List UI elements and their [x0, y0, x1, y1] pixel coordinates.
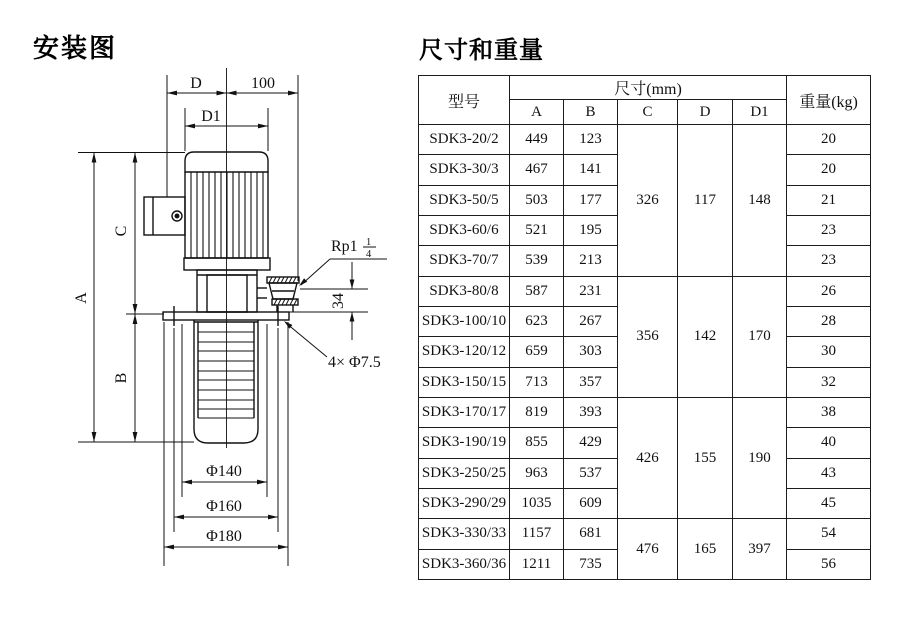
- model-cell: SDK3-30/3: [419, 155, 510, 185]
- dim-a-cell: 587: [510, 276, 564, 306]
- weight-column-header: 重量(kg): [787, 76, 871, 125]
- model-cell: SDK3-150/15: [419, 367, 510, 397]
- dim-a-cell: 1211: [510, 549, 564, 579]
- weight-cell: 54: [787, 519, 871, 549]
- thread-label-numerator: 1: [366, 237, 372, 248]
- subcol-header: D: [678, 100, 733, 125]
- dim-a-cell: 659: [510, 337, 564, 367]
- dim-b-cell: 537: [564, 458, 618, 488]
- dim-d-cell: 117: [678, 125, 733, 277]
- dim-a-cell: 521: [510, 215, 564, 245]
- dim-d1-cell: 190: [733, 397, 787, 518]
- dim-a-cell: 855: [510, 428, 564, 458]
- weight-cell: 43: [787, 458, 871, 488]
- weight-cell: 20: [787, 125, 871, 155]
- dim-b-cell: 303: [564, 337, 618, 367]
- dim-b-cell: 213: [564, 246, 618, 276]
- dim-d1-cell: 397: [733, 519, 787, 580]
- dim-label-phi160: Φ160: [206, 498, 242, 515]
- dim-a-cell: 819: [510, 397, 564, 427]
- dimensions-table: [418, 75, 871, 580]
- table-row: [419, 397, 871, 427]
- subcol-header: A: [510, 100, 564, 125]
- dim-label-c: C: [113, 225, 130, 237]
- dim-c-cell: 426: [618, 397, 678, 518]
- dim-a-cell: 623: [510, 306, 564, 336]
- dim-b-cell: 429: [564, 428, 618, 458]
- dim-b-cell: 735: [564, 549, 618, 579]
- weight-cell: 23: [787, 215, 871, 245]
- dim-b-cell: 123: [564, 125, 618, 155]
- junction-box: [144, 197, 185, 235]
- thread-label-prefix: Rp1: [331, 238, 358, 255]
- weight-cell: 30: [787, 337, 871, 367]
- dim-label-a: A: [73, 292, 90, 304]
- weight-cell: 23: [787, 246, 871, 276]
- dimensions-weight-title: 尺寸和重量: [419, 36, 544, 64]
- dim-c-cell: 476: [618, 519, 678, 580]
- weight-cell: 26: [787, 276, 871, 306]
- dim-label-34: 34: [330, 293, 347, 309]
- model-cell: SDK3-50/5: [419, 185, 510, 215]
- pump-barrel: [194, 320, 258, 443]
- dim-a-cell: 963: [510, 458, 564, 488]
- dim-d1-cell: 148: [733, 125, 787, 277]
- weight-cell: 56: [787, 549, 871, 579]
- dim-label-100: 100: [251, 75, 275, 92]
- table-row: [419, 125, 871, 155]
- installation-diagram-title: 安装图: [33, 34, 118, 64]
- weight-cell: 28: [787, 306, 871, 336]
- dim-a-cell: 503: [510, 185, 564, 215]
- weight-cell: 21: [787, 185, 871, 215]
- model-cell: SDK3-20/2: [419, 125, 510, 155]
- weight-cell: 20: [787, 155, 871, 185]
- dim-d-cell: 155: [678, 397, 733, 518]
- model-cell: SDK3-170/17: [419, 397, 510, 427]
- model-cell: SDK3-60/6: [419, 215, 510, 245]
- dim-b-cell: 393: [564, 397, 618, 427]
- subcol-header: D1: [733, 100, 787, 125]
- dim-b-cell: 681: [564, 519, 618, 549]
- thread-label-denominator: 4: [366, 249, 372, 260]
- dim-label-b: B: [113, 372, 130, 384]
- thread-label: [331, 237, 372, 260]
- model-cell: SDK3-190/19: [419, 428, 510, 458]
- dim-label-holes: 4× Φ7.5: [328, 354, 381, 371]
- outlet-port: [267, 277, 299, 312]
- weight-cell: 38: [787, 397, 871, 427]
- model-cell: SDK3-360/36: [419, 549, 510, 579]
- dim-a-cell: 449: [510, 125, 564, 155]
- weight-cell: 32: [787, 367, 871, 397]
- dim-label-phi140: Φ140: [206, 463, 242, 480]
- dim-b-cell: 609: [564, 488, 618, 518]
- model-cell: SDK3-330/33: [419, 519, 510, 549]
- dim-b-cell: 231: [564, 276, 618, 306]
- motor: [184, 152, 270, 270]
- mounting-flange: [163, 306, 289, 326]
- weight-cell: 45: [787, 488, 871, 518]
- dim-c-cell: 356: [618, 276, 678, 397]
- dim-a-cell: 713: [510, 367, 564, 397]
- model-cell: SDK3-70/7: [419, 246, 510, 276]
- dim-d1-cell: 170: [733, 276, 787, 397]
- table-row: [419, 276, 871, 306]
- model-cell: SDK3-80/8: [419, 276, 510, 306]
- model-column-header: 型号: [419, 76, 510, 125]
- dim-label-d: D: [190, 75, 202, 92]
- model-cell: SDK3-100/10: [419, 306, 510, 336]
- dim-label-phi180: Φ180: [206, 528, 242, 545]
- model-cell: SDK3-250/25: [419, 458, 510, 488]
- pump-head: [197, 270, 267, 312]
- subcol-header: B: [564, 100, 618, 125]
- size-column-header: 尺寸(mm): [510, 76, 787, 100]
- table-row: [419, 519, 871, 549]
- dim-b-cell: 177: [564, 185, 618, 215]
- weight-cell: 40: [787, 428, 871, 458]
- dim-d-cell: 142: [678, 276, 733, 397]
- dim-d-cell: 165: [678, 519, 733, 580]
- model-cell: SDK3-120/12: [419, 337, 510, 367]
- dim-b-cell: 141: [564, 155, 618, 185]
- dim-b-cell: 357: [564, 367, 618, 397]
- dim-a-cell: 539: [510, 246, 564, 276]
- dim-b-cell: 195: [564, 215, 618, 245]
- dim-a-cell: 467: [510, 155, 564, 185]
- dim-label-d1: D1: [201, 108, 221, 125]
- model-cell: SDK3-290/29: [419, 488, 510, 518]
- installation-diagram: [0, 0, 410, 618]
- subcol-header: C: [618, 100, 678, 125]
- dim-b-cell: 267: [564, 306, 618, 336]
- dim-a-cell: 1035: [510, 488, 564, 518]
- dim-c-cell: 326: [618, 125, 678, 277]
- dim-a-cell: 1157: [510, 519, 564, 549]
